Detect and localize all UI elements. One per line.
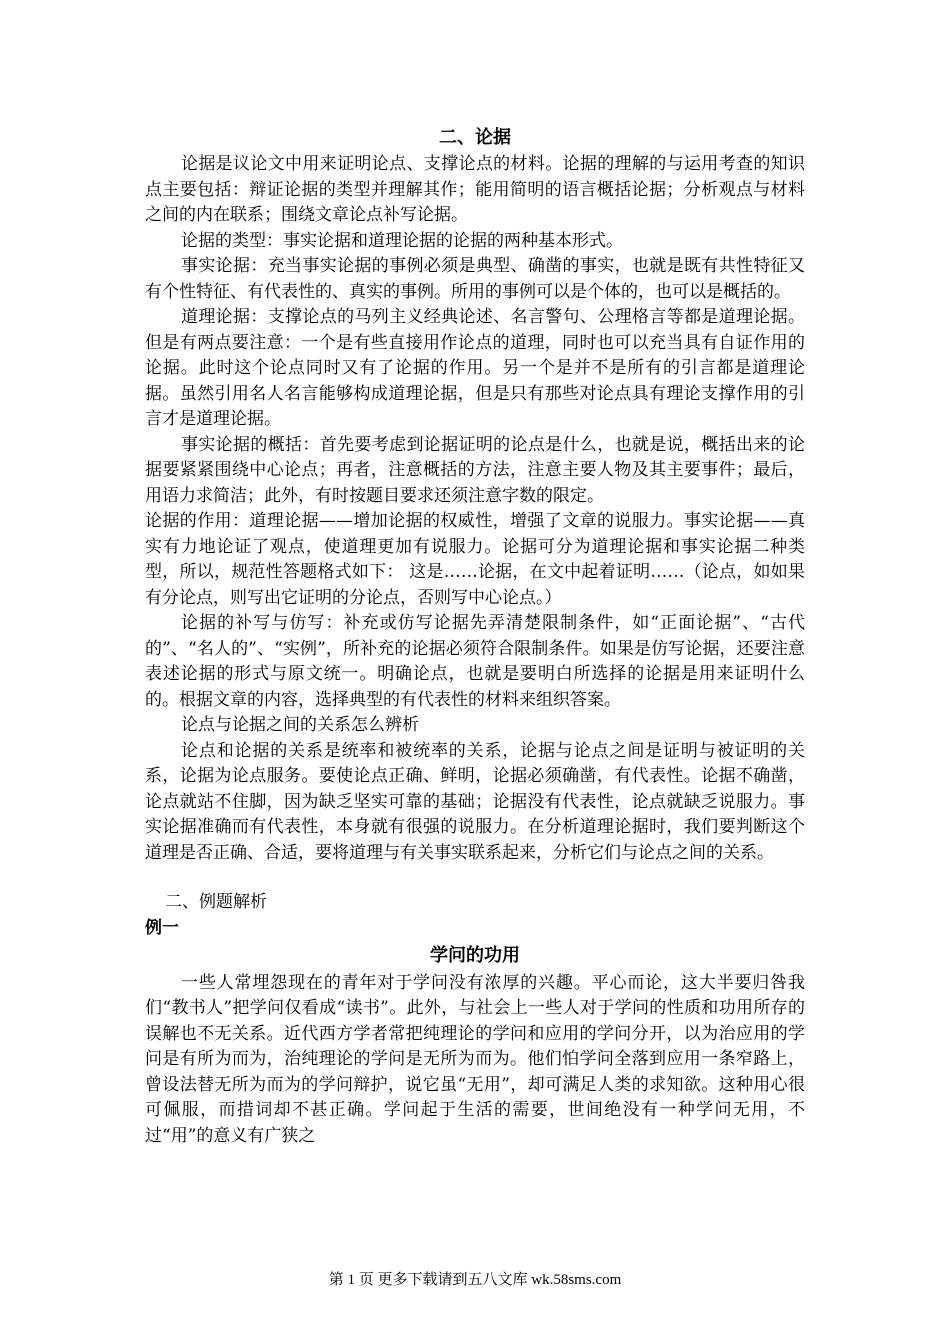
- example-label: 例一: [145, 917, 179, 938]
- essay-paragraph: 一些人常埋怨现在的青年对于学问没有浓厚的兴趣。平心而论，这大半要归咎我们“教书人”把学问仅看成“读书”。此外，与社会上一些人对于学问的性质和功用所存的误解也不无关系。近代西方学者常把纯理论的学问和应用的学问分开，以为治应用的学问是有所为而为，治纯理论的学问是无所为而为。他们怕学问全落到应用一条窄路上，曾设法替无所为而为的学问辩护，说它虽“无用”，却可满足人类的求知欲。这种用心很可佩服，而措词却不甚正确。学问起于生活的需要，世间绝没有一种学问无用，不过“用”的意义有广狭之: [145, 972, 805, 1146]
- paragraph-summary: 事实论据的概括：首先要考虑到论据证明的论点是什么，也就是说，概括出来的论据要紧紧围绕中心论点；再者，注意概括的方法，注意主要人物及其主要事件；最后，用语力求简洁；此外，有时按题目要求还须注意字数的限定。: [145, 434, 805, 506]
- essay-title: 学问的功用: [430, 944, 520, 966]
- paragraph-relation-heading: 论点与论据之间的关系怎么辨析: [181, 715, 419, 735]
- section-title: 二、论据: [439, 127, 511, 148]
- paragraph-types: 论据的类型：事实论据和道理论据的论据的两种基本形式。: [181, 230, 623, 251]
- document-page: [145, 126, 805, 1149]
- paragraph-supplement: 论据的补写与仿写：补充或仿写论据先弄清楚限制条件，如“正面论据”、“古代的”、“名人的”、“实例”，所补充的论据必须符合限制条件。如果是仿写论据，还要注意表述论据的形式与原文统一。明确论点，也就是要明白所选择的论据是用来证明什么的。根据文章的内容，选择典型的有代表性的材料来组织答案。: [145, 613, 805, 710]
- paragraph-reason-evidence: 道理论据：支撑论点的马列主义经典论述、名言警句、公理格言等都是道理论据。但是有两点要注意：一个是有些直接用作论点的道理，同时也可以充当具有自证作用的论据。此时这个论点同时又有了论据的作用。另一个是并不是所有的引言都是道理论据。虽然引用名人名言能够构成道理论据，但是只有那些对论点具有理论支撑作用的引言才是道理论据。: [145, 307, 805, 429]
- paragraph-relation: 论点和论据的关系是统率和被统率的关系，论据与论点之间是证明与被证明的关系，论据为论点服务。要使论点正确、鲜明，论据必须确凿，有代表性。论据不确凿，论点就站不住脚，因为缺乏坚实可靠的基础；论据没有代表性，论点就缺乏说服力。事实论据准确而有代表性，本身就有很强的说服力。在分析道理论据时，我们要判断这个道理是否正确、合适，要将道理与有关事实联系起来，分析它们与论点之间的关系。: [145, 740, 805, 863]
- paragraph-intro: 论据是议论文中用来证明论点、支撑论点的材料。论据的理解的与运用考查的知识点主要包括：辩证论据的类型并理解其作；能用简明的语言概括论据；分析观点与材料之间的内在联系；围绕文章论点补写论据。: [145, 154, 805, 225]
- section-heading: 二、例题解析: [165, 892, 267, 912]
- page-footer: 第 1 页 更多下载请到五八文库 wk.58sms.com: [328, 1272, 622, 1288]
- paragraph-fact-evidence: 事实论据：充当事实论据的事例必须是典型、确凿的事实，也就是既有共性特征又有个性特征、有代表性的、真实的事例。所用的事例可以是个体的，也可以是概括的。: [145, 256, 805, 302]
- paragraph-function: 论据的作用：道理论据——增加论据的权威性，增强了文章的说服力。事实论据——真实有力地论证了观点，使道理更加有说服力。论据可分为道理论据和事实论据二种类型，所以，规范性答题格式如下： 这是……论据，在文中起着证明……（论点，如如果有分论点，则写出它证明的分论点，否则写中心论点。）: [145, 511, 805, 608]
